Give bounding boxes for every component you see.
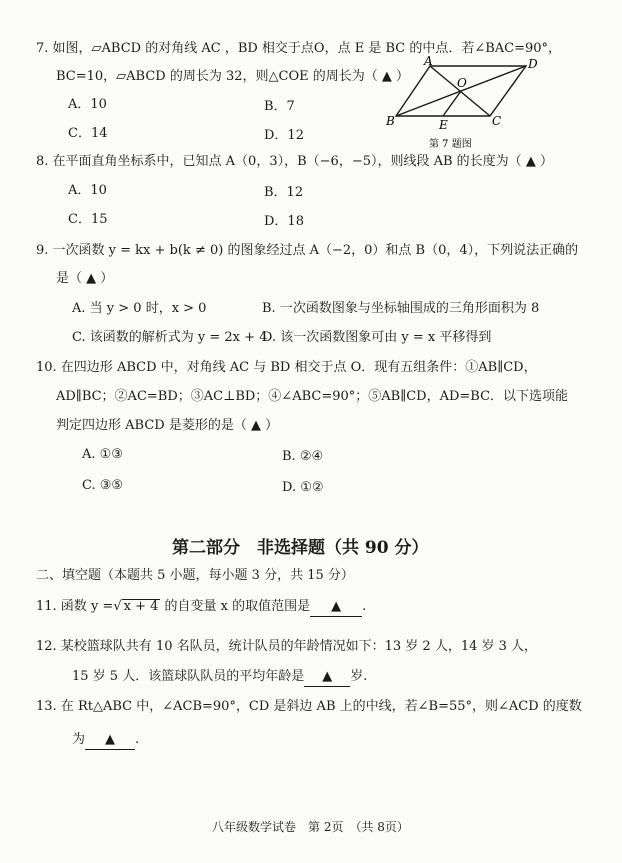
label-e: E	[439, 118, 448, 132]
q8-line1: 8. 在平面直角坐标系中，已知点 A（0，3），B（−6，−5），则线段 AB 的长度为（ ▲ ）	[36, 154, 553, 169]
q7-option-a: A．10	[68, 97, 107, 112]
q10-option-c: C. ③⑤	[82, 478, 124, 493]
q8-option-c: C．15	[68, 212, 108, 227]
q11-radicand: x + 4	[123, 599, 159, 614]
q11-prefix: 11. 函数 y =	[36, 599, 114, 614]
q10-line2: AD∥BC；②AC=BD；③AC⊥BD；④∠ABC=90°；⑤AB∥CD，AD=BC．以下选项能	[56, 389, 569, 404]
q10-option-d: D. ①②	[282, 480, 324, 495]
q9-option-c: C. 该函数的解析式为 y = 2x + 4	[72, 330, 268, 345]
q12-line1: 12. 某校篮球队共有 10 名队员，统计队员的年龄情况如下：13 岁 2 人，14 岁 3 人，	[36, 639, 538, 654]
q11-line	[36, 598, 366, 617]
q8-option-d: D．18	[264, 214, 304, 229]
label-d: D	[528, 57, 538, 71]
q12-answer-blank[interactable]: ▲	[304, 668, 350, 687]
q10-option-b: B. ②④	[282, 449, 324, 464]
q11-suffix: 的自变量 x 的取值范围是	[160, 599, 311, 614]
q13-answer-blank[interactable]: ▲	[85, 731, 135, 750]
q13-end: .	[135, 732, 140, 747]
q13-line1: 13. 在 Rt△ABC 中，∠ACB=90°，CD 是斜边 AB 上的中线，若∠B=55°，则∠ACD 的度数	[36, 699, 582, 714]
part2-title: 第二部分 非选择题（共 90 分）	[172, 538, 429, 558]
label-c: C	[492, 114, 502, 128]
label-o: O	[457, 76, 467, 90]
q10-line3: 判定四边形 ABCD 是菱形的是（ ▲ ）	[56, 418, 279, 433]
q8-option-b: B．12	[264, 185, 304, 200]
sqrt-sign: √	[113, 599, 122, 614]
q10-line1: 10. 在四边形 ABCD 中，对角线 AC 与 BD 相交于点 O．现有五组条件：①AB∥CD，	[36, 360, 537, 375]
q7-line1: 7. 如图，▱ABCD 的对角线 AC ，BD 相交于点O，点 E 是 BC 的中点．若∠BAC=90°，	[36, 41, 562, 56]
label-b: B	[386, 114, 395, 128]
q13-line2-prefix: 为	[72, 732, 86, 747]
q11-answer-blank[interactable]: ▲	[310, 598, 362, 617]
figure7-parallelogram	[384, 54, 544, 154]
q11-end: .	[362, 599, 367, 614]
q13-line2	[72, 731, 139, 750]
q12-line2	[72, 668, 367, 687]
label-a: A	[424, 54, 433, 68]
q7-option-b: B．7	[264, 99, 295, 114]
section2-heading: 二、填空题（本题共 5 小题，每小题 3 分，共 15 分）	[36, 568, 354, 583]
q8-option-a: A．10	[68, 183, 107, 198]
q12-end: 岁.	[350, 669, 368, 684]
figure7-caption: 第 7 题图	[429, 139, 472, 150]
q9-line2: 是（ ▲ ）	[56, 271, 114, 286]
page-footer: 八年级数学试卷 第 2页 （共 8页）	[212, 820, 409, 834]
q10-option-a: A. ①③	[82, 447, 123, 462]
q7-option-d: D．12	[264, 128, 304, 143]
q12-line2-prefix: 15 岁 5 人．该篮球队队员的平均年龄是	[72, 669, 305, 684]
q7-line2: BC=10，▱ABCD 的周长为 32，则△COE 的周长为（ ▲ ）	[56, 69, 410, 84]
q9-option-b: B. 一次函数图象与坐标轴围成的三角形面积为 8	[262, 301, 540, 316]
q9-line1: 9. 一次函数 y = kx + b(k ≠ 0) 的图象经过点 A（−2，0）和点 B（0，4），下列说法正确的	[36, 243, 579, 258]
q7-option-c: C．14	[68, 126, 108, 141]
q9-option-a: A. 当 y > 0 时，x > 0	[72, 301, 207, 316]
q9-option-d: D. 该一次函数图象可由 y = x 平移得到	[262, 330, 492, 345]
